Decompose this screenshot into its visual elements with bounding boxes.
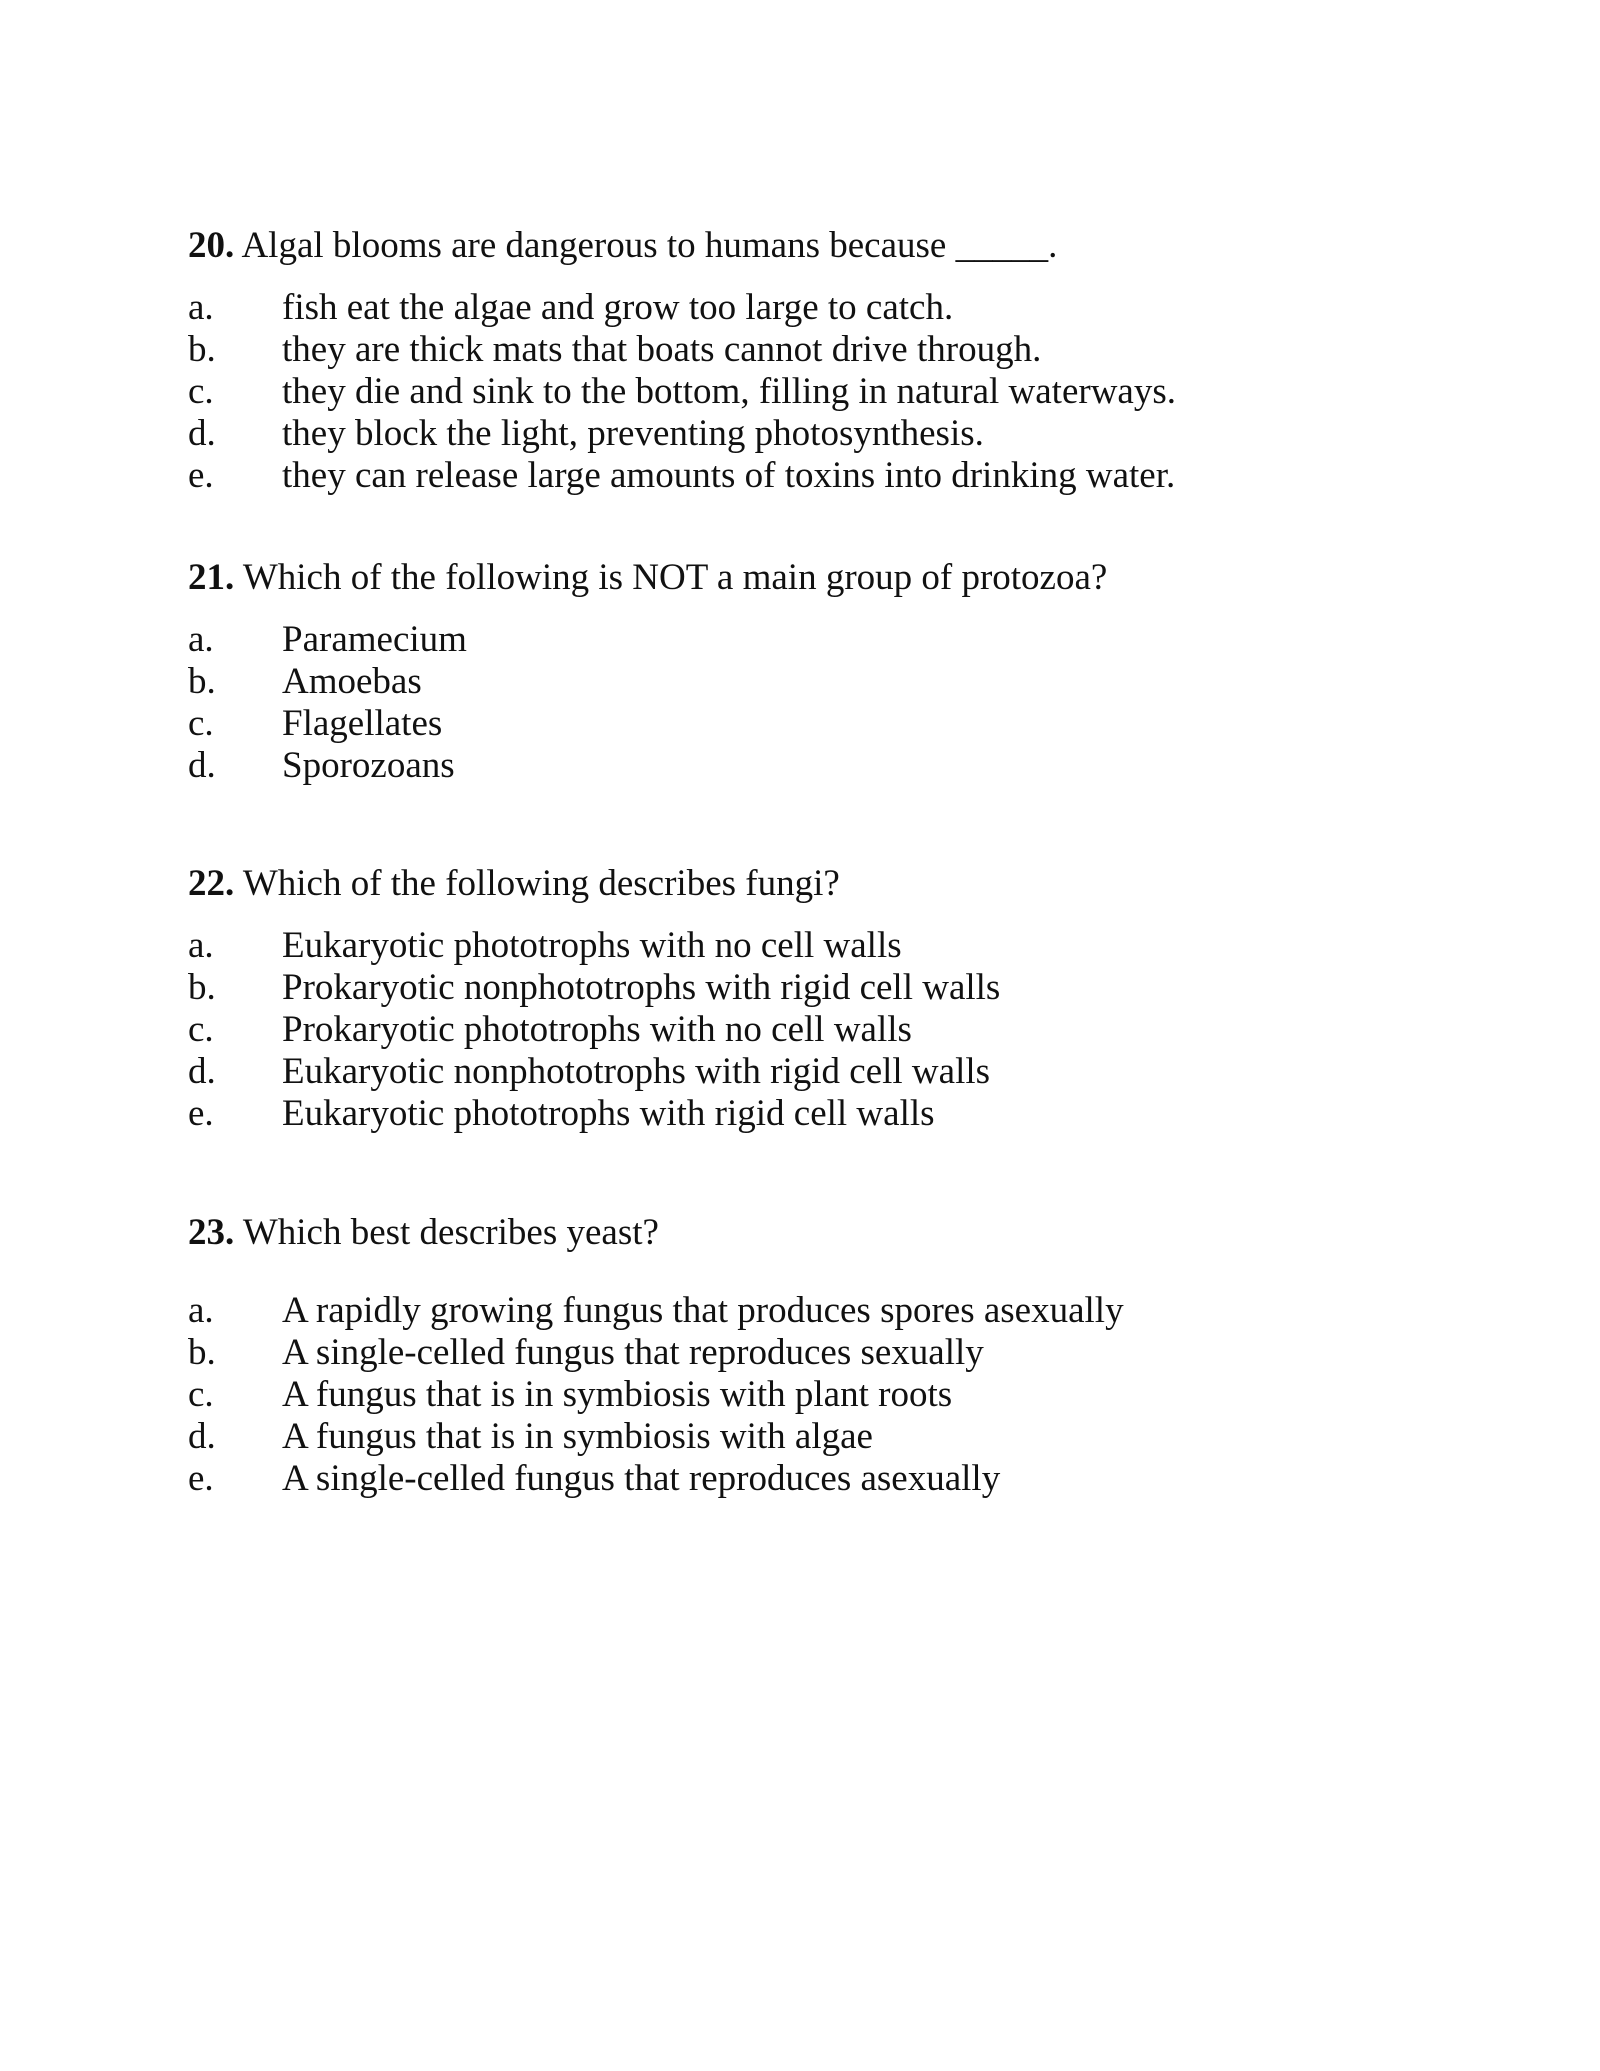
answer-options — [188, 1290, 1488, 1500]
question-stem — [188, 225, 1488, 267]
question-stem — [188, 557, 1488, 599]
option-letter: e. — [188, 455, 214, 496]
option-d — [188, 745, 1488, 787]
option-letter: d. — [188, 413, 216, 454]
option-c — [188, 371, 1488, 413]
option-d — [188, 1416, 1488, 1458]
question-20 — [188, 225, 1488, 497]
option-e — [188, 455, 1488, 497]
option-letter: a. — [188, 619, 214, 660]
question-text: Which of the following is NOT a main group of protozoa? — [234, 557, 1108, 598]
option-letter: e. — [188, 1458, 214, 1499]
option-text: Amoebas — [282, 661, 422, 702]
option-b — [188, 329, 1488, 371]
option-b — [188, 1332, 1488, 1374]
option-c — [188, 1374, 1488, 1416]
option-c — [188, 703, 1488, 745]
option-letter: b. — [188, 967, 216, 1008]
answer-options — [188, 619, 1488, 787]
option-text: Sporozoans — [282, 745, 455, 786]
option-letter: a. — [188, 1290, 214, 1331]
answer-options — [188, 287, 1488, 497]
option-text: Paramecium — [282, 619, 467, 660]
question-22 — [188, 863, 1488, 1135]
option-b — [188, 967, 1488, 1009]
option-text: Eukaryotic nonphototrophs with rigid cell walls — [282, 1051, 991, 1092]
option-letter: b. — [188, 329, 216, 370]
option-letter: b. — [188, 1332, 216, 1373]
question-stem — [188, 1212, 1488, 1254]
option-letter: e. — [188, 1093, 214, 1134]
question-text: Which of the following describes fungi? — [234, 863, 840, 904]
option-letter: d. — [188, 1051, 216, 1092]
option-letter: c. — [188, 703, 214, 744]
option-text: Flagellates — [282, 703, 443, 744]
option-a — [188, 925, 1488, 967]
option-letter: a. — [188, 925, 214, 966]
option-text: Eukaryotic phototrophs with no cell walls — [282, 925, 902, 966]
option-text: Prokaryotic phototrophs with no cell walls — [282, 1009, 912, 1050]
question-number: 22. — [188, 863, 235, 904]
option-text: they can release large amounts of toxins into drinking water. — [282, 455, 1176, 496]
option-b — [188, 661, 1488, 703]
option-text: A single-celled fungus that reproduces asexually — [282, 1458, 1001, 1499]
option-c — [188, 1009, 1488, 1051]
question-number: 21. — [188, 557, 235, 598]
option-letter: c. — [188, 1374, 214, 1415]
question-21 — [188, 557, 1488, 787]
option-text: Eukaryotic phototrophs with rigid cell walls — [282, 1093, 935, 1134]
option-letter: b. — [188, 661, 216, 702]
option-d — [188, 1051, 1488, 1093]
option-text: A fungus that is in symbiosis with plant roots — [282, 1374, 953, 1415]
question-text: Which best describes yeast? — [234, 1212, 659, 1253]
option-text: fish eat the algae and grow too large to catch. — [282, 287, 954, 328]
option-a — [188, 1290, 1488, 1332]
option-text: they block the light, preventing photosynthesis. — [282, 413, 984, 454]
option-text: A single-celled fungus that reproduces sexually — [282, 1332, 984, 1373]
option-text: A rapidly growing fungus that produces spores asexually — [282, 1290, 1124, 1331]
option-a — [188, 619, 1488, 661]
option-text: they are thick mats that boats cannot drive through. — [282, 329, 1042, 370]
answer-options — [188, 925, 1488, 1135]
option-e — [188, 1093, 1488, 1135]
option-text: they die and sink to the bottom, filling in natural waterways. — [282, 371, 1176, 412]
option-letter: a. — [188, 287, 214, 328]
question-stem — [188, 863, 1488, 905]
option-d — [188, 413, 1488, 455]
option-letter: c. — [188, 1009, 214, 1050]
option-e — [188, 1458, 1488, 1500]
option-letter: c. — [188, 371, 214, 412]
question-number: 20. — [188, 225, 235, 266]
question-number: 23. — [188, 1212, 235, 1253]
question-text: Algal blooms are dangerous to humans because _____. — [234, 225, 1058, 266]
option-a — [188, 287, 1488, 329]
option-text: Prokaryotic nonphototrophs with rigid cell walls — [282, 967, 1001, 1008]
question-23 — [188, 1212, 1488, 1500]
option-letter: d. — [188, 745, 216, 786]
option-text: A fungus that is in symbiosis with algae — [282, 1416, 873, 1457]
option-letter: d. — [188, 1416, 216, 1457]
